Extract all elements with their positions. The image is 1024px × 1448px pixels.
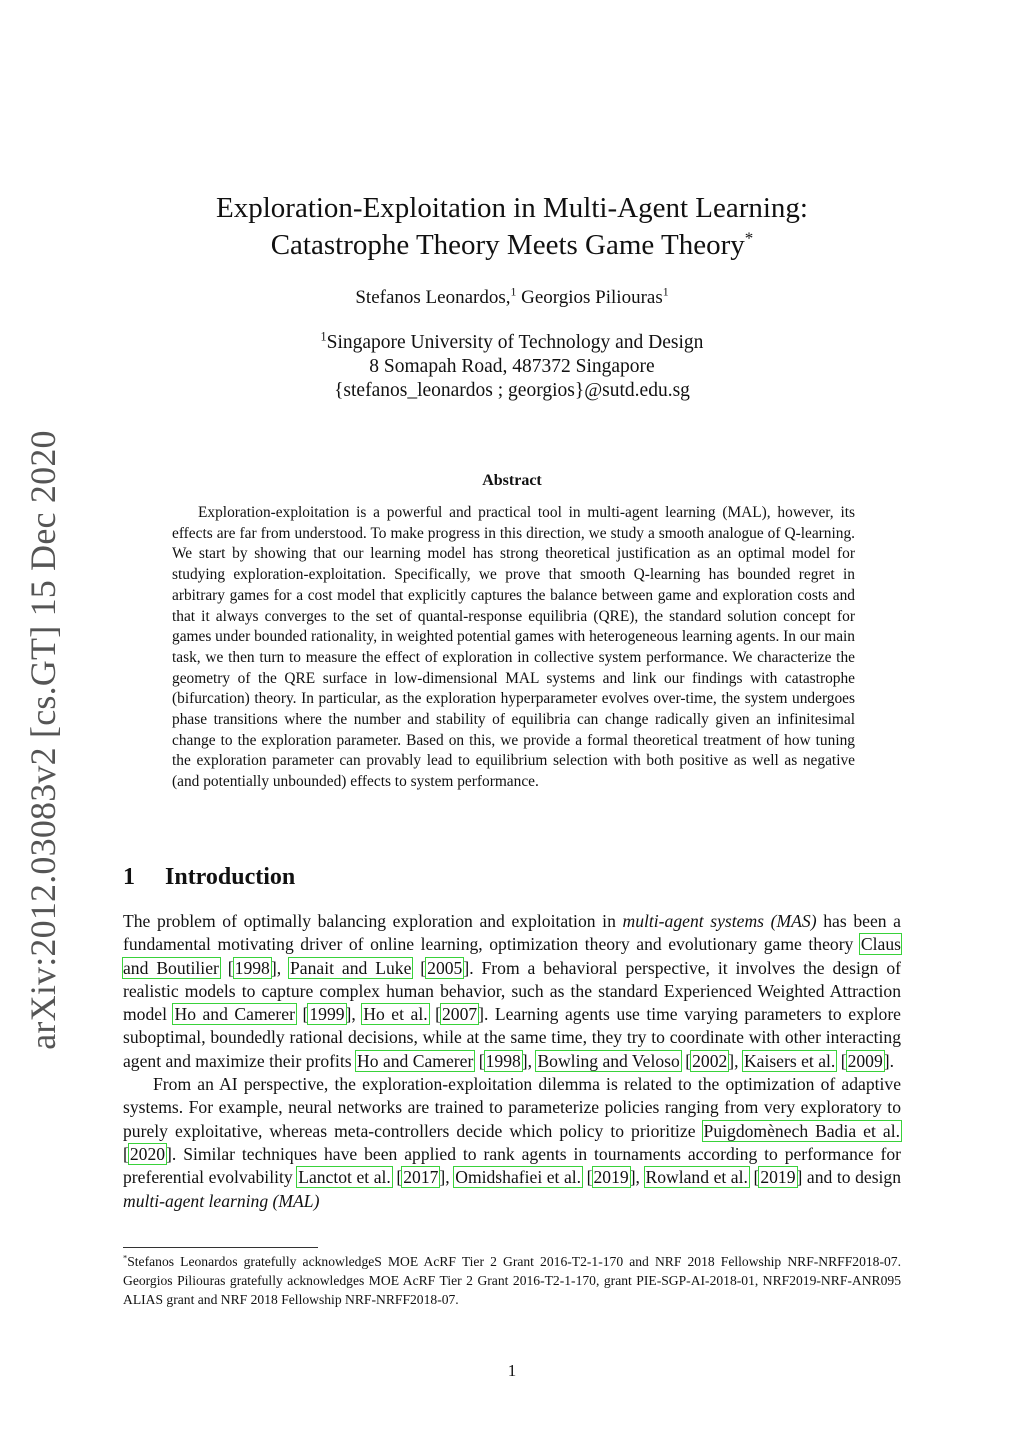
footnote-text: Stefanos Leonardos gratefully acknowledgeS MOE AcRF Tier 2 Grant 2016-T2-1-170 and NRF 2018 Fellowship NRF-NRFF2018-07. Georgios Piliouras gratefully acknowledges MOE AcRF Tier 2 Grant 2016-T2-1-170, grant PIE-SGP-AI-2018-01, NRF2019-NRF-ANR095 ALIAS grant and NRF 2018 Fellowship NRF-NRFF2018-07.: [123, 1254, 901, 1307]
paper-title: [0, 190, 1024, 264]
footnote-mark: *: [123, 1252, 128, 1263]
abstract-heading: Abstract: [482, 472, 542, 489]
author-name: Stefanos Leonardos,: [355, 287, 511, 308]
footnote-divider: [123, 1247, 318, 1248]
section-heading: [123, 864, 295, 891]
contact-emails[interactable]: {stefanos_leonardos ; georgios}@sutd.edu.sg: [334, 380, 690, 401]
citation-year-link[interactable]: 2020: [129, 1143, 166, 1164]
affiliation-name: Singapore University of Technology and Design: [326, 332, 704, 353]
citation-link[interactable]: Puigdomènech Badia et al.: [703, 1120, 900, 1141]
citation-link[interactable]: Rowland et al.: [645, 1167, 748, 1188]
paragraph: From an AI perspective, the exploration-exploitation dilemma is related to the optimization of adaptive systems. For example, neural networks are trained to parameterize policies ranging from very exploratory to purely exploitative, whereas meta-controllers decide which policy to prioritize Puigdomènech Badia et al. [2020]. Similar techniques have been applied to rank agents in tournaments according to performance for preferential evolvability Lanctot et al. [2017], Omidshafiei et al. [2019], Rowland et al. [2019] and to design multi-agent learning (MAL): [123, 1074, 902, 1211]
citation-link[interactable]: Ho et al.: [363, 1004, 428, 1025]
citation-link[interactable]: Kaisers et al.: [743, 1050, 836, 1071]
section-number: 1: [123, 864, 135, 890]
citation-year-link[interactable]: 2009: [847, 1050, 883, 1071]
title-line-2: Catastrophe Theory Meets Game Theory*: [270, 228, 754, 261]
citation-year-link[interactable]: 1999: [309, 1004, 345, 1025]
citation-year-link[interactable]: 2007: [441, 1004, 478, 1025]
title-footnote-mark: *: [744, 228, 754, 248]
footnote: [123, 1252, 901, 1309]
citation-year-link[interactable]: 1998: [234, 957, 270, 978]
citation-year-link[interactable]: 2019: [760, 1167, 796, 1188]
affiliation-block: $^1$Singapore University of Technology and Design 8 Somapah Road, 487372 Singapore {stefanos_leonardos ; georgios}@sutd.edu.sg: [0, 331, 1024, 403]
citation-link[interactable]: Ho and Camerer: [357, 1050, 474, 1071]
citation-link[interactable]: Lanctot et al.: [298, 1167, 391, 1188]
citation-year-link[interactable]: 2005: [427, 957, 463, 978]
abstract-text: Exploration-exploitation is a powerful and practical tool in multi-agent learning (MAL), however, its effects are far from understood. To make progress in this direction, we study a smooth analogue of Q-learning. We start by showing that our learning model has strong theoretical justification as an optimal model for studying exploration-exploitation. Specifically, we prove that smooth Q-learning has bounded regret in arbitrary games for a cost model that explicitly captures the balance between game and exploration costs and that it always converges to the set of quantal-response equilibria (QRE), the standard solution concept for games under bounded rationality, in weighted potential games with heterogeneous learning agents. In our main task, we then turn to measure the effect of exploration in collective system performance. We characterize the geometry of the QRE surface in low-dimensional MAL systems and link our findings with catastrophe (bifurcation) theory. In particular, as the exploration hyperparameter evolves over-time, the system undergoes phase transitions where the number and stability of equilibria can change radically given an infinitesimal change to the exploration parameter. Based on this, we provide a formal theoretical treatment of how tuning the exploration parameter can provably lead to equilibrium selection with both positive as well as negative (and potentially unbounded) effects to system performance.: [172, 504, 855, 791]
citation-link[interactable]: Claus and Boutilier: [123, 934, 901, 978]
citation-year-link[interactable]: 2002: [692, 1050, 728, 1071]
section-title: Introduction: [165, 864, 296, 890]
arxiv-identifier: arXiv:2012.03083v2 [cs.GT] 15 Dec 2020: [23, 430, 63, 1050]
citation-link[interactable]: Bowling and Veloso: [537, 1050, 680, 1071]
citation-year-link[interactable]: 2017: [403, 1167, 439, 1188]
paragraph: The problem of optimally balancing exploration and exploitation in multi-agent systems (MAS) has been a fundamental motivating driver of online learning, optimization theory and evolutionary game theory Claus and Boutilier [1998], Panait and Luke [2005]. From a behavioral perspective, it involves the design of realistic models to capture complex human behavior, such as the standard Experienced Weighted Attraction model Ho and Camerer [1999], Ho et al. [2007]. Learning agents use time varying parameters to explore suboptimal, boundedly rational decisions, while at the same time, they try to coordinate with other interacting agent and maximize their profits Ho and Camerer [1998], Bowling and Veloso [2002], Kaisers et al. [2009].: [123, 911, 901, 1071]
author-name: Georgios Piliouras: [521, 287, 663, 308]
citation-year-link[interactable]: 2019: [593, 1167, 629, 1188]
title-line-1: Exploration-Exploitation in Multi-Agent Learning:: [216, 192, 808, 224]
citation-link[interactable]: Ho and Camerer: [174, 1004, 295, 1025]
body-text: [123, 910, 901, 1213]
citation-link[interactable]: Panait and Luke: [290, 957, 412, 978]
citation-year-link[interactable]: 1998: [485, 1050, 521, 1071]
citation-link[interactable]: Omidshafiei et al.: [455, 1167, 582, 1188]
page-number: 1: [507, 1361, 517, 1380]
affiliation-address: 8 Somapah Road, 487372 Singapore: [369, 356, 655, 377]
author-list: Stefanos Leonardos,$^1$ Georgios Piliouras$^1$: [355, 285, 669, 308]
